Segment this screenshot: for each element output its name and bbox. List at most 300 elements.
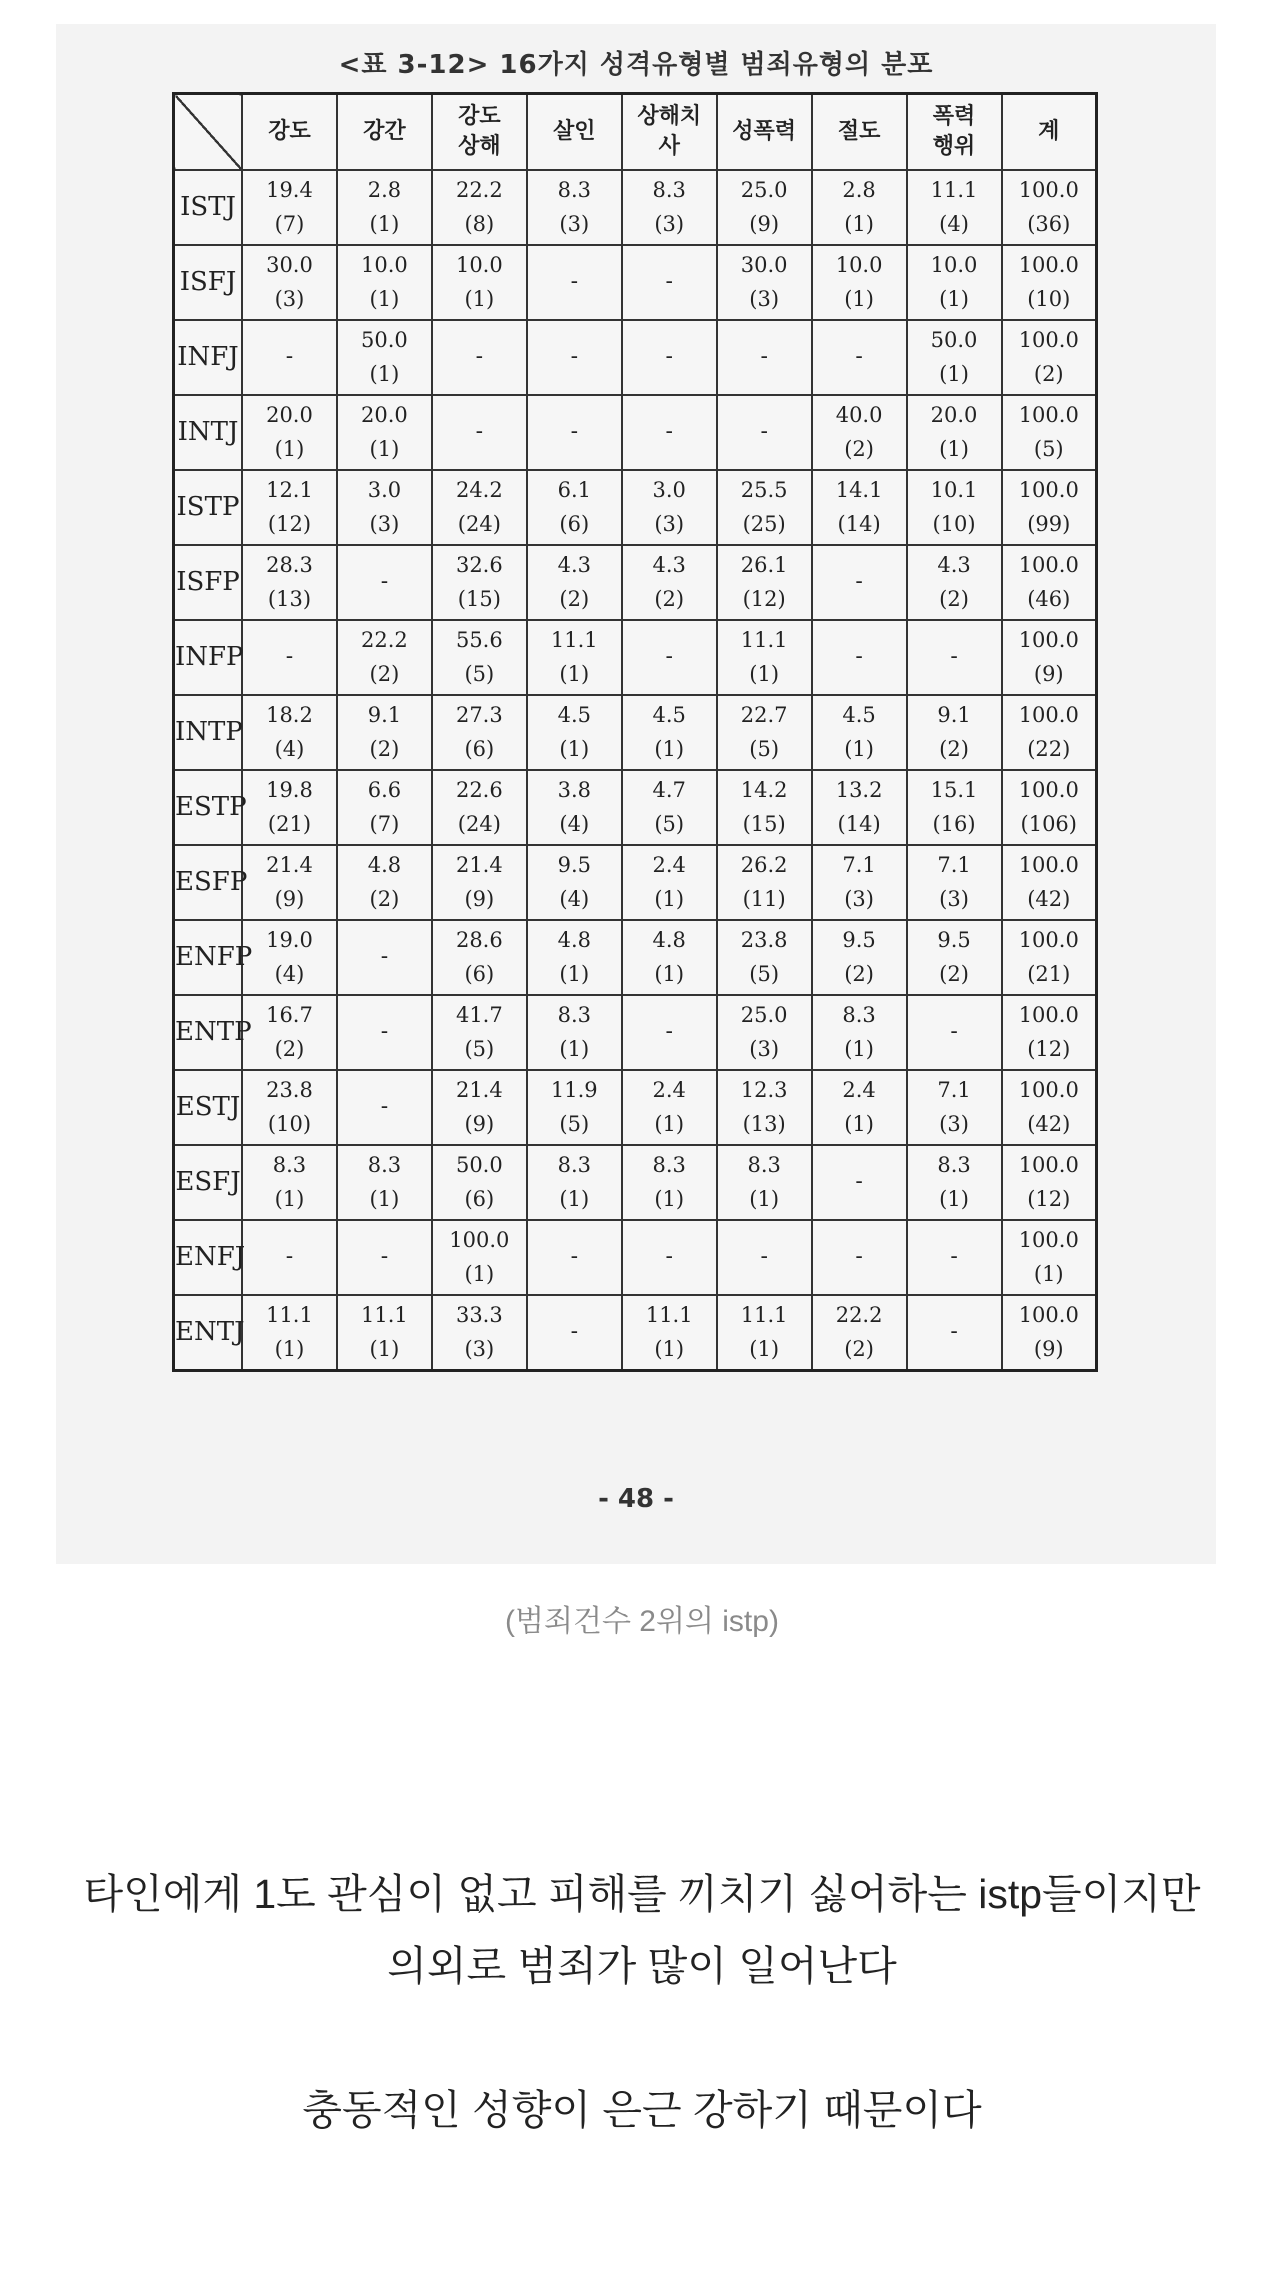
cell-count: (1) [274, 437, 305, 462]
cell-count: (5) [654, 812, 685, 837]
cell-count: (16) [932, 812, 976, 837]
cell-percent: 8.3 [652, 1153, 686, 1178]
cell-percent: 20.0 [361, 403, 408, 428]
cell-percent: 14.2 [740, 778, 788, 803]
cell-count: (3) [654, 212, 685, 237]
paragraph-2: 의외로 범죄가 많이 일어난다 [387, 1943, 897, 1989]
cell-percent: 22.6 [455, 778, 503, 803]
table-cell [907, 1220, 1002, 1295]
cell-percent: 11.1 [361, 1303, 408, 1328]
cell-count: (3) [844, 887, 874, 912]
row-type-label: ISFJ [174, 245, 243, 320]
cell-percent: 22.2 [835, 1303, 883, 1328]
table-cell [717, 470, 812, 545]
cell-percent: 40.0 [835, 403, 883, 428]
table-cell [717, 320, 812, 395]
table-cell [242, 470, 337, 545]
table-cell [812, 170, 907, 245]
cell-percent: 2.8 [842, 178, 876, 203]
table-cell [622, 845, 717, 920]
table-cell [432, 1220, 527, 1295]
table-cell [432, 695, 527, 770]
cell-percent: - [855, 644, 863, 670]
table-cell [527, 1220, 622, 1295]
cell-count: (7) [274, 212, 305, 237]
cell-count: (13) [267, 587, 312, 612]
cell-percent: 8.3 [747, 1153, 781, 1178]
cell-count: (3) [939, 1112, 969, 1137]
row-type-label: ESFJ [174, 1145, 243, 1220]
table-cell [242, 545, 337, 620]
table-row [174, 245, 1097, 320]
table-cell [337, 1220, 432, 1295]
cell-count: (1) [939, 1187, 969, 1212]
table-cell [717, 995, 812, 1070]
cell-count: (1) [844, 287, 874, 312]
cell-percent: 11.1 [550, 628, 598, 653]
table-row [174, 320, 1097, 395]
table-cell [812, 245, 907, 320]
table-cell [337, 1295, 432, 1371]
cell-percent: - [570, 419, 578, 445]
table-cell [242, 1295, 337, 1371]
cell-percent: 18.2 [266, 703, 313, 728]
cell-count: (4) [274, 962, 305, 987]
cell-percent: 100.0 [1018, 703, 1079, 728]
cell-percent: 3.8 [557, 778, 591, 803]
table-cell [622, 395, 717, 470]
cell-count: (1) [844, 1037, 874, 1062]
cell-count: (4) [559, 887, 590, 912]
table-cell [432, 395, 527, 470]
cell-count: (12) [267, 512, 312, 537]
table-cell [527, 620, 622, 695]
table-cell [907, 620, 1002, 695]
cell-count: (10) [1027, 287, 1071, 312]
table-cell [907, 1070, 1002, 1145]
cell-percent: - [380, 1019, 389, 1045]
table-row [174, 1220, 1097, 1295]
table-cell [337, 245, 432, 320]
cell-percent: 21.4 [455, 853, 503, 878]
table-row [174, 1145, 1097, 1220]
cell-percent: - [855, 569, 863, 595]
table-cell [527, 1295, 622, 1371]
table-cell [717, 545, 812, 620]
row-type-label: ESTP [174, 770, 243, 845]
table-cell [337, 470, 432, 545]
cell-count: (1) [274, 1337, 305, 1362]
table-cell [527, 545, 622, 620]
table-cell [1002, 470, 1097, 545]
table-cell [337, 770, 432, 845]
cell-percent: 8.3 [557, 178, 591, 203]
column-header: 상해치 사 [622, 94, 717, 171]
cell-count: (1) [654, 1112, 685, 1137]
table-cell [432, 320, 527, 395]
cell-percent: 100.0 [1018, 928, 1079, 953]
cell-percent: 25.0 [740, 1003, 788, 1028]
cell-count: (5) [559, 1112, 590, 1137]
cell-percent: 10.0 [455, 253, 503, 278]
cell-percent: 27.3 [455, 703, 503, 728]
table-cell [812, 770, 907, 845]
cell-count: (15) [742, 812, 786, 837]
cell-percent: 8.3 [937, 1153, 971, 1178]
cell-percent: - [380, 944, 389, 970]
crime-distribution-table [172, 92, 1098, 1372]
cell-percent: 8.3 [557, 1153, 591, 1178]
cell-percent: 4.5 [652, 703, 686, 728]
table-cell [242, 845, 337, 920]
table-cell [1002, 695, 1097, 770]
table-cell [717, 395, 812, 470]
cell-percent: 10.0 [835, 253, 883, 278]
cell-count: (10) [932, 512, 976, 537]
cell-percent: 25.0 [740, 178, 788, 203]
cell-count: (5) [464, 662, 495, 687]
cell-count: (1) [749, 1337, 780, 1362]
table-cell [812, 695, 907, 770]
cell-percent: 9.1 [367, 703, 402, 728]
cell-percent: 4.8 [652, 928, 686, 953]
cell-percent: 10.1 [930, 478, 978, 503]
table-cell [527, 395, 622, 470]
cell-percent: - [760, 344, 768, 370]
table-cell [717, 170, 812, 245]
cell-count: (3) [654, 512, 685, 537]
table-cell [717, 920, 812, 995]
table-cell [907, 845, 1002, 920]
corner-cell [174, 94, 243, 171]
cell-percent: 28.6 [455, 928, 503, 953]
table-cell [812, 545, 907, 620]
table-cell [242, 995, 337, 1070]
table-cell [1002, 620, 1097, 695]
cell-count: (9) [749, 212, 780, 237]
cell-percent: 11.1 [740, 628, 788, 653]
cell-count: (3) [464, 1337, 495, 1362]
cell-count: (6) [464, 737, 495, 762]
cell-percent: - [285, 644, 294, 670]
cell-count: (2) [654, 587, 685, 612]
cell-percent: 100.0 [1018, 1228, 1079, 1253]
table-cell [337, 995, 432, 1070]
cell-count: (3) [274, 287, 305, 312]
cell-count: (1) [559, 662, 590, 687]
table-cell [907, 770, 1002, 845]
table-cell [622, 545, 717, 620]
cell-percent: 100.0 [1018, 1003, 1079, 1028]
column-header: 강간 [337, 94, 432, 171]
cell-percent: 19.0 [266, 928, 313, 953]
table-cell [527, 1070, 622, 1145]
table-cell [527, 245, 622, 320]
table-cell [907, 545, 1002, 620]
table-cell [812, 920, 907, 995]
table-cell [432, 545, 527, 620]
cell-percent: 2.8 [367, 178, 402, 203]
table-cell [717, 1070, 812, 1145]
table-cell [907, 920, 1002, 995]
cell-count: (1) [559, 1037, 590, 1062]
table-cell [527, 1145, 622, 1220]
cell-count: (5) [749, 737, 780, 762]
column-header: 계 [1002, 94, 1097, 171]
cell-percent: 6.1 [557, 478, 591, 503]
row-type-label: ENFP [174, 920, 243, 995]
table-cell [622, 1295, 717, 1371]
table-cell [242, 170, 337, 245]
row-type-label: INFP [174, 620, 243, 695]
cell-count: (2) [844, 962, 874, 987]
cell-count: (1) [654, 887, 685, 912]
cell-percent: 7.1 [842, 853, 876, 878]
row-type-label: ESTJ [174, 1070, 243, 1145]
table-row [174, 695, 1097, 770]
cell-percent: 8.3 [367, 1153, 402, 1178]
table-cell [907, 245, 1002, 320]
cell-count: (25) [742, 512, 786, 537]
cell-count: (9) [464, 1112, 495, 1137]
row-type-label: INTJ [174, 395, 243, 470]
table-cell [1002, 170, 1097, 245]
table-cell [907, 395, 1002, 470]
cell-percent: 100.0 [1018, 253, 1079, 278]
table-cell [242, 395, 337, 470]
cell-count: (3) [559, 212, 590, 237]
row-type-label: ENFJ [174, 1220, 243, 1295]
cell-percent: 2.4 [842, 1078, 876, 1103]
row-type-label: ENTJ [174, 1295, 243, 1371]
table-cell [812, 470, 907, 545]
cell-percent: 4.7 [652, 778, 686, 803]
table-row [174, 995, 1097, 1070]
cell-percent: - [285, 344, 294, 370]
table-cell [622, 920, 717, 995]
cell-percent: - [950, 644, 958, 670]
table-cell [907, 695, 1002, 770]
cell-percent: 41.7 [455, 1003, 503, 1028]
cell-percent: 55.6 [455, 628, 503, 653]
table-cell [527, 770, 622, 845]
cell-count: (1) [559, 1187, 590, 1212]
table-cell [907, 1145, 1002, 1220]
cell-percent: 11.1 [645, 1303, 693, 1328]
table-cell [1002, 995, 1097, 1070]
cell-percent: 4.3 [652, 553, 686, 578]
cell-count: (2) [939, 962, 969, 987]
cell-percent: 11.1 [740, 1303, 788, 1328]
table-cell [337, 620, 432, 695]
table-cell [527, 470, 622, 545]
table-cell [242, 620, 337, 695]
table-cell [717, 1220, 812, 1295]
cell-percent: - [285, 1244, 294, 1270]
cell-percent: 50.0 [361, 328, 408, 353]
table-cell [717, 1145, 812, 1220]
page-number: - 48 - [598, 1484, 674, 1514]
cell-percent: - [855, 1169, 863, 1195]
table-row [174, 845, 1097, 920]
table-cell [432, 770, 527, 845]
table-cell [812, 320, 907, 395]
cell-count: (14) [837, 512, 881, 537]
cell-count: (2) [369, 737, 400, 762]
cell-count: (22) [1027, 737, 1071, 762]
row-type-label: ISFP [174, 545, 243, 620]
table-cell [242, 1070, 337, 1145]
table-cell [242, 920, 337, 995]
table-cell [812, 845, 907, 920]
cell-percent: 100.0 [1018, 778, 1079, 803]
cell-count: (36) [1027, 212, 1071, 237]
table-cell [527, 320, 622, 395]
cell-percent: 100.0 [1018, 628, 1079, 653]
table-cell [337, 845, 432, 920]
cell-count: (42) [1027, 1112, 1071, 1137]
cell-count: (1) [654, 737, 685, 762]
cell-percent: 8.3 [842, 1003, 876, 1028]
cell-percent: 9.5 [842, 928, 876, 953]
table-cell [907, 320, 1002, 395]
cell-percent: 4.8 [367, 853, 402, 878]
table-cell [622, 620, 717, 695]
cell-percent: 33.3 [455, 1303, 503, 1328]
cell-count: (14) [837, 812, 881, 837]
cell-count: (2) [274, 1037, 305, 1062]
cell-percent: 4.5 [842, 703, 876, 728]
cell-percent: 21.4 [455, 1078, 503, 1103]
table-cell [717, 245, 812, 320]
table-cell [622, 1220, 717, 1295]
cell-count: (1) [559, 737, 590, 762]
cell-count: (4) [559, 812, 590, 837]
cell-percent: - [570, 1244, 578, 1270]
cell-count: (2) [939, 737, 969, 762]
cell-percent: 2.4 [652, 1078, 686, 1103]
cell-percent: - [475, 419, 484, 445]
row-type-label: ESFP [174, 845, 243, 920]
cell-count: (3) [749, 287, 780, 312]
cell-count: (99) [1027, 512, 1071, 537]
cell-percent: 100.0 [1018, 478, 1079, 503]
cell-count: (1) [369, 362, 400, 387]
cell-count: (11) [742, 887, 786, 912]
cell-count: (1) [464, 1262, 495, 1287]
table-cell [337, 1070, 432, 1145]
table-cell [1002, 545, 1097, 620]
cell-percent: - [665, 344, 673, 370]
cell-percent: 16.7 [266, 1003, 313, 1028]
cell-count: (1) [844, 212, 874, 237]
table-cell [432, 245, 527, 320]
table-cell [337, 695, 432, 770]
table-row [174, 470, 1097, 545]
table-cell [907, 470, 1002, 545]
cell-count: (2) [844, 1337, 874, 1362]
table-cell [432, 170, 527, 245]
cell-count: (21) [1027, 962, 1071, 987]
cell-percent: - [760, 419, 768, 445]
cell-count: (3) [749, 1037, 780, 1062]
table-cell [907, 1295, 1002, 1371]
cell-percent: - [570, 1319, 578, 1345]
cell-count: (6) [464, 1187, 495, 1212]
cell-percent: 12.3 [740, 1078, 788, 1103]
cell-percent: - [380, 1244, 389, 1270]
cell-percent: 10.0 [361, 253, 408, 278]
cell-percent: - [950, 1019, 958, 1045]
table-cell [432, 920, 527, 995]
cell-count: (2) [939, 587, 969, 612]
cell-percent: 3.0 [367, 478, 402, 503]
table-row [174, 545, 1097, 620]
table-cell [1002, 1070, 1097, 1145]
cell-count: (24) [457, 512, 501, 537]
column-header: 성폭력 [717, 94, 812, 171]
table-cell [1002, 1145, 1097, 1220]
cell-count: (4) [939, 212, 969, 237]
cell-count: (24) [457, 812, 501, 837]
cell-count: (1) [654, 1187, 685, 1212]
cell-percent: 2.4 [652, 853, 686, 878]
cell-percent: 4.8 [557, 928, 591, 953]
cell-count: (9) [1033, 1337, 1064, 1362]
cell-percent: 32.6 [455, 553, 503, 578]
cell-count: (5) [464, 1037, 495, 1062]
cell-percent: - [950, 1319, 958, 1345]
row-type-label: INTP [174, 695, 243, 770]
cell-percent: 20.0 [266, 403, 313, 428]
cell-percent: 21.4 [266, 853, 313, 878]
cell-percent: 26.1 [740, 553, 788, 578]
cell-count: (1) [654, 1337, 685, 1362]
cell-count: (1) [844, 737, 874, 762]
cell-count: (15) [457, 587, 501, 612]
cell-percent: 100.0 [1018, 1303, 1079, 1328]
table-cell [527, 920, 622, 995]
table-cell [432, 1295, 527, 1371]
row-type-label: INFJ [174, 320, 243, 395]
cell-percent: - [760, 1244, 768, 1270]
cell-percent: 50.0 [455, 1153, 503, 1178]
cell-percent: 24.2 [455, 478, 503, 503]
table-cell [717, 845, 812, 920]
table-cell [622, 170, 717, 245]
cell-count: (1) [939, 362, 969, 387]
table-cell [907, 170, 1002, 245]
table-cell [527, 995, 622, 1070]
table-title: <표 3-12> 16가지 성격유형별 범죄유형의 분포 [338, 50, 934, 80]
cell-count: (7) [369, 812, 400, 837]
table-cell [1002, 320, 1097, 395]
table-row [174, 170, 1097, 245]
cell-count: (1) [939, 287, 969, 312]
table-cell [337, 920, 432, 995]
table-row [174, 620, 1097, 695]
table-cell [432, 1070, 527, 1145]
table-cell [622, 770, 717, 845]
cell-percent: 30.0 [740, 253, 788, 278]
cell-percent: 9.1 [937, 703, 971, 728]
cell-count: (5) [749, 962, 780, 987]
table-cell [527, 170, 622, 245]
table-cell [1002, 245, 1097, 320]
column-header: 절도 [812, 94, 907, 171]
cell-count: (1) [844, 1112, 874, 1137]
cell-percent: 26.2 [740, 853, 788, 878]
